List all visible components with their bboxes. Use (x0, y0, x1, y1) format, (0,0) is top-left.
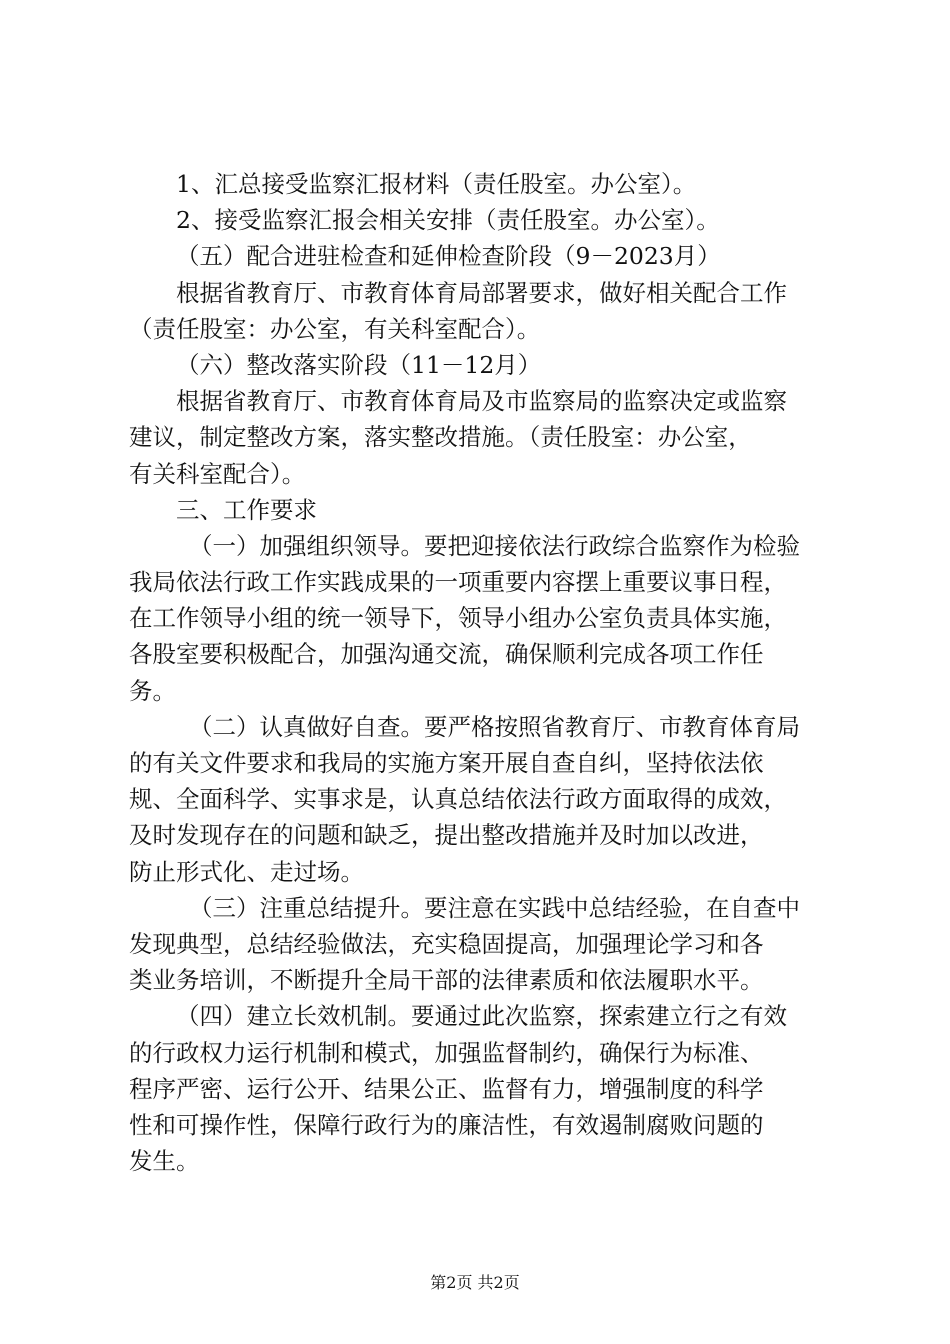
paragraph-line: 在工作领导小组的统一领导下，领导小组办公室负责具体实施， (129, 604, 787, 633)
paragraph-line: 有关科室配合）。 (129, 459, 306, 488)
paragraph-line: （三）注重总结提升。要注意在实践中总结经验，在自查中 (189, 893, 800, 922)
page-number-footer: 第2页 共2页 (430, 1273, 520, 1292)
list-item-2: 2、接受监察汇报会相关安排（责任股室。办公室）。 (176, 206, 720, 235)
paragraph-line: （一）加强组织领导。要把迎接依法行政综合监察作为检验 (189, 531, 800, 560)
paragraph-line: 性和可操作性，保障行政行为的廉洁性，有效遏制腐败问题的 (129, 1110, 764, 1139)
paragraph-line: 根据省教育厅、市教育体育局及市监察局的监察决定或监察 (176, 387, 787, 416)
section-heading-6: （六）整改落实阶段（11－12月） (176, 350, 542, 379)
paragraph-line: 务。 (129, 676, 176, 705)
paragraph-line: （责任股室：办公室，有关科室配合）。 (129, 314, 541, 343)
paragraph-line: 防止形式化、走过场。 (129, 857, 364, 886)
paragraph-line: 建议，制定整改方案，落实整改措施。（责任股室：办公室， (129, 423, 752, 452)
paragraph-line: （二）认真做好自查。要严格按照省教育厅、市教育体育局 (189, 712, 800, 741)
paragraph-line: 我局依法行政工作实践成果的一项重要内容摆上重要议事日程， (129, 568, 787, 597)
paragraph-line: 发现典型，总结经验做法，充实稳固提高，加强理论学习和各 (129, 929, 764, 958)
paragraph-line: 的行政权力运行机制和模式，加强监督制约，确保行为标准、 (129, 1038, 764, 1067)
paragraph-line: 的有关文件要求和我局的实施方案开展自查自纠，坚持依法依 (129, 749, 764, 777)
paragraph-line: 类业务培训，不断提升全局干部的法律素质和依法履职水平。 (129, 966, 764, 995)
paragraph-line: （四）建立长效机制。要通过此次监察，探索建立行之有效 (176, 1002, 787, 1031)
paragraph-line: 各股室要积极配合，加强沟通交流，确保顺利完成各项工作任 (129, 640, 764, 669)
paragraph-line: 发生。 (129, 1147, 200, 1176)
paragraph-line: 程序严密、运行公开、结果公正、监督有力，增强制度的科学 (129, 1074, 764, 1103)
section-heading-5: （五）配合进驻检查和延伸检查阶段（9－2023月） (176, 242, 721, 271)
paragraph-line: 及时发现存在的问题和缺乏，提出整改措施并及时加以改进， (129, 821, 764, 850)
paragraph-line: 根据省教育厅、市教育体育局部署要求，做好相关配合工作 (176, 278, 787, 307)
document-body (129, 166, 839, 1179)
section-heading-3: 三、工作要求 (176, 495, 317, 524)
paragraph-line: 规、全面科学、实事求是，认真总结依法行政方面取得的成效， (129, 785, 787, 814)
list-item-1: 1、汇总接受监察汇报材料（责任股室。办公室）。 (176, 170, 697, 198)
